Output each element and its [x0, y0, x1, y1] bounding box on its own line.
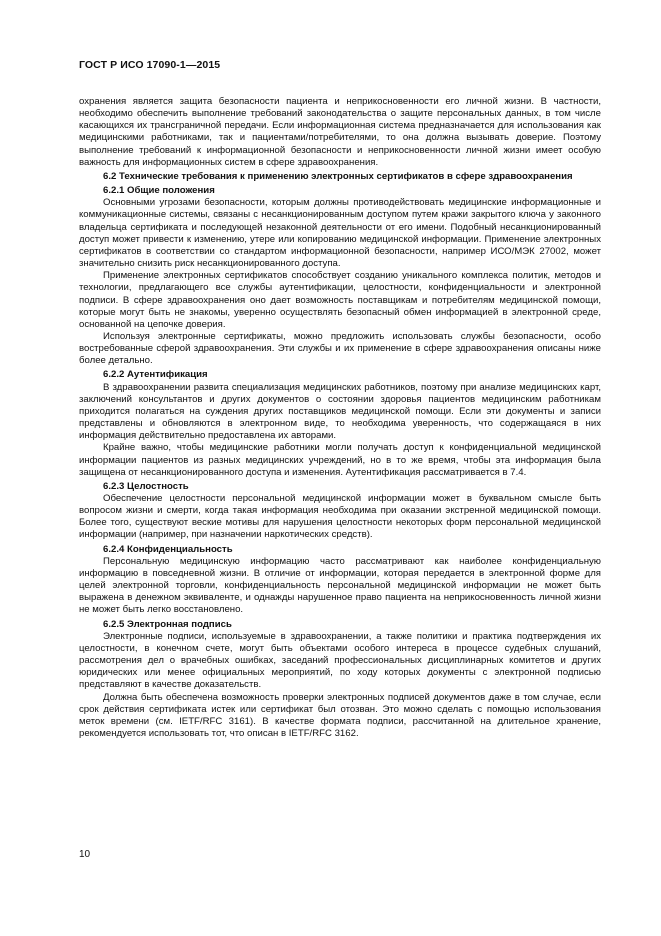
paragraph: Используя электронные сертификаты, можно предложить использовать службы безопасности, особо востребованные сферой здравоохранения. Эти службы и их применение в сфере здравоохранения описаны ниже более детально. [79, 330, 601, 367]
subsection-heading: 6.2.1 Общие положения [103, 185, 215, 197]
section-heading: 6.2 Технические требования к применению электронных сертификатов в сфере здравоохранения [103, 170, 573, 182]
subsection-heading: 6.2.3 Целостность [103, 480, 189, 492]
document-body [79, 96, 601, 740]
paragraph: Персональную медицинскую информацию часто рассматривают как наиболее конфиденциальную информацию в повседневной жизни. В отличие от информации, которая передается в электронной форме для целей электронной торговли, конфиденциальность персональной медицинской информации не может быть выражена в денежном эквиваленте, и однажды нарушенное право пациента на неприкосновенность личной жизни не может быть легко восстановлено. [79, 555, 601, 616]
paragraph: Применение электронных сертификатов способствует созданию уникального комплекса политик, методов и технологии, предлагающего все службы аутентификации, целостности, конфиденциальности и электронной подписи. В сфере здравоохранения оно дает возможность поставщикам и потребителям медицинской помощи, которые могут быть не знакомы, уверенно осуществлять безопасный обмен информацией в электронной среде, основанной на цепочке доверия. [79, 270, 601, 330]
paragraph: Должна быть обеспечена возможность проверки электронных подписей документов даже в том случае, если срок действия сертификата истек или сертификат был отозван. Это можно сделать с помощью использования меток времени (см. IETF/RFC 3161). В качестве формата подписи, рассчитанной на длительное хранение, рекомендуется использовать тот, что описан в IETF/RFC 3162. [79, 691, 601, 739]
paragraph: Обеспечение целостности персональной медицинской информации может в буквальном смысле быть вопросом жизни и смерти, когда такая информация необходима при оказании экстренной медицинской помощи. Более того, существуют веские мотивы для нарушения целостности некоторых форм персональной медицинской информации (например, при назначении наркотических средств). [79, 493, 601, 541]
paragraph: охранения является защита безопасности пациента и неприкосновенности его личной жизни. В частности, необходимо обеспечить выполнение требований законодательства о защите персональных данных, в том числе касающихся их трансграничной передачи. Если информационная система предназначается для использования как медицинскими работниками, так и пациентами/потребителями, то она должна вызывать доверие. Поэтому выполнение требований к информационной безопасности и неприкосновенности личной жизни имеет особую важность для информационных систем в сфере здравоохранения. [79, 96, 601, 168]
paragraph: Электронные подписи, используемые в здравоохранении, а также политики и практика подтверждения их целостности, в конечном счете, могут быть объектами особого интереса в процессе судебных слушаний, рассмотрения дел о врачебных ошибках, заседаний профессиональных дисциплинарных комитетов и других юридических или менее официальных мероприятий, по ходу которых документы с электронной подписью представляют в качестве доказательств. [79, 630, 601, 691]
paragraph: Крайне важно, чтобы медицинские работники могли получать доступ к конфиденциальной медицинской информации пациентов из разных медицинских учреждений, но в то же время, чтобы эта информация была защищена от несанкционированного доступа и изменения. Аутентификация рассматривается в 7.4. [79, 442, 601, 478]
paragraph: В здравоохранении развита специализация медицинских работников, поэтому при анализе медицинских карт, заключений консультантов и других документов о состоянии здоровья пациентов медицинским работникам приходится полагаться на суждения других поставщиков медицинской помощи. Если эти документы и записи представлены и обновляются в электронном виде, то необходима уверенность, что содержащаяся в них информация действительно предоставлена их авторами. [79, 381, 601, 442]
paragraph: Основными угрозами безопасности, которым должны противодействовать медицинские информационные и коммуникационные системы, связаны с несанкционированным доступом путем кражи закрытого ключа у законного владельца сертификата и последующей незаконной деятельности от его имени. Подобный несанкционированный доступ может привести к изменению, утере или копированию медицинской информации. Применение электронных сертификатов в соответствии со стандартом информационной безопасности, например ИСО/МЭК 27002, может значительно снизить риск несанкционированного доступа. [79, 197, 601, 270]
subsection-heading: 6.2.4 Конфиденциальность [103, 543, 233, 555]
subsection-heading: 6.2.5 Электронная подпись [103, 618, 232, 630]
document-header: ГОСТ Р ИСО 17090-1—2015 [79, 59, 221, 71]
page-number: 10 [79, 849, 91, 860]
subsection-heading: 6.2.2 Аутентификация [103, 369, 208, 381]
